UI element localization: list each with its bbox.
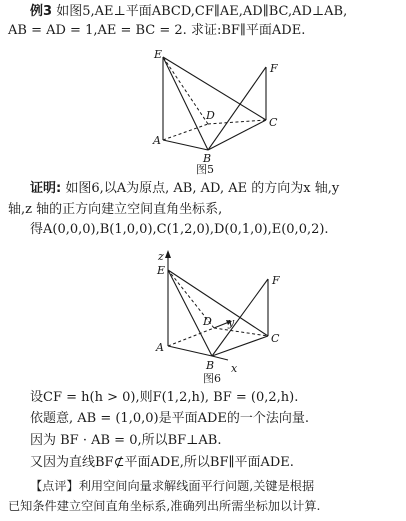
example-statement-line-2: AB = AD = 1,AE = BC = 2. 求证:BF∥平面ADE. [8,23,306,38]
edge-dc-hidden [214,328,268,336]
step-4: 又因为直线BF⊄平面ADE,所以BF∥平面ADE. [30,455,294,470]
figure-5-caption: 图5 [196,163,214,176]
point-b-label: B [206,359,215,372]
example-label: 例3 [30,4,53,19]
y-axis [214,322,229,328]
edge-bc [212,336,268,356]
step-3: 因为 BF · AB = 0,所以BF⊥AB. [30,433,222,448]
point-c-label: C [271,332,280,345]
point-e-label: E [157,264,166,277]
point-f-label: F [270,62,278,75]
point-d-label: D [206,109,215,122]
point-e-label: E [154,48,163,61]
edge-bf [212,279,268,356]
step-1: 设CF = h(h > 0),则F(1,2,h), BF = (0,2,h). [30,390,299,405]
comment-line-2: 已知条件建立空间直角坐标系,准确列出所需坐标加以计算. [8,499,321,513]
proof-label: 证明: [30,181,62,196]
z-axis-arrow [165,250,171,258]
comment-line-1: 【点评】利用空间向量求解线面平行问题,关键是根据 [30,479,315,493]
x-axis-label: x [231,362,238,375]
proof-line-3: 得A(0,0,0),B(1,0,0),C(1,2,0),D(0,1,0),E(0,0,2). [30,222,329,237]
point-f-label: F [272,274,280,287]
point-a-label: A [153,134,161,147]
x-axis [212,356,228,360]
y-axis-label: y [228,316,235,329]
step-2: 依题意, AB = (1,0,0)是平面ADE的一个法向量. [30,411,310,426]
point-c-label: C [269,116,278,129]
edge-ad-hidden [168,328,214,346]
edge-ab [168,346,212,356]
example-text-1: 如图5,AE⊥平面ABCD,CF∥AE,AD∥BC,AD⊥AB, [56,4,348,19]
point-d-label: D [203,315,212,328]
proof-line-2: 轴,z 轴的正方向建立空间直角坐标系, [8,202,223,217]
point-a-label: A [156,341,164,354]
figure-6-caption: 图6 [203,372,221,385]
proof-text-1: 如图6,以A为原点, AB, AD, AE 的方向为x 轴,y [65,181,340,196]
z-axis-label: z [158,250,164,263]
point-b-label: B [203,152,212,165]
